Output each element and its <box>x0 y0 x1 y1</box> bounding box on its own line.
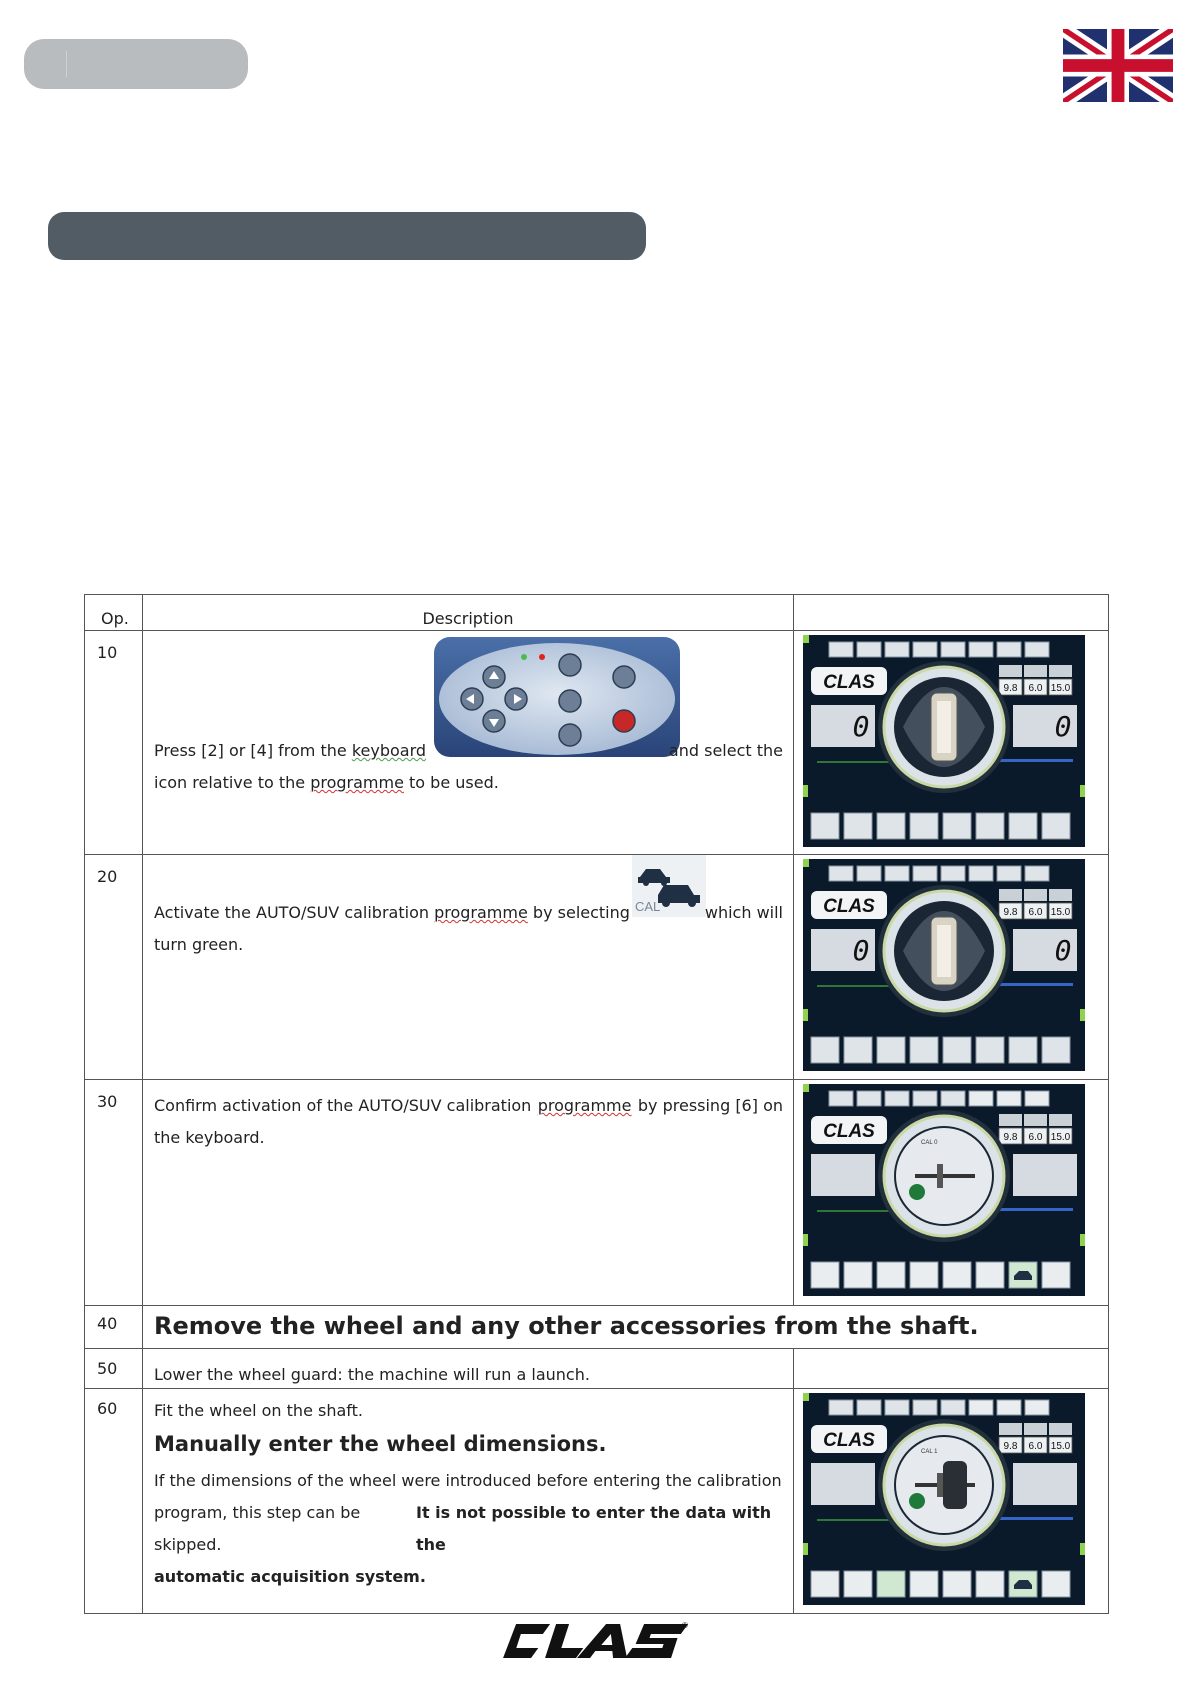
row-text-c: which will <box>704 903 783 922</box>
bottom-toolbar-icon <box>844 1262 872 1288</box>
bottom-toolbar-icon <box>1042 813 1070 839</box>
corner-marker <box>803 635 809 643</box>
top-toolbar-icon <box>913 1091 937 1106</box>
uk-flag-icon <box>1063 29 1173 102</box>
top-left-tab <box>24 39 248 89</box>
dimension-value: 9.8 <box>1003 1132 1018 1143</box>
bottom-toolbar-icon <box>943 1037 971 1063</box>
top-toolbar-icon <box>941 1091 965 1106</box>
flange-icon <box>937 1164 943 1188</box>
brand-text: CLAS <box>823 1121 875 1142</box>
balancer-screen-image <box>803 1393 1085 1605</box>
balancer-screen-image <box>803 859 1085 1071</box>
bottom-toolbar-icon <box>844 813 872 839</box>
clas-logo <box>496 1612 698 1668</box>
screen-cell <box>794 855 1109 1080</box>
dimension-value: 15.0 <box>1050 683 1071 694</box>
row-text-f: automatic acquisition system. <box>154 1567 426 1586</box>
dimension-value: 9.8 <box>1003 1441 1018 1452</box>
dimension-value: 6.0 <box>1028 683 1043 694</box>
corner-marker <box>803 1393 809 1401</box>
svg-text:®: ® <box>682 1621 688 1630</box>
right-arrow-icon <box>1080 785 1085 797</box>
dimension-header-icon <box>1049 665 1072 677</box>
screen-cell <box>794 1389 1109 1614</box>
top-toolbar-icon <box>969 866 993 881</box>
top-toolbar-icon <box>885 642 909 657</box>
op-column-header: Op. <box>85 595 143 631</box>
brand-text: CLAS <box>823 1430 875 1451</box>
table-row <box>85 1306 1109 1349</box>
row-text-d: to be used. <box>409 773 499 792</box>
dimension-header-icon <box>1024 889 1047 901</box>
row-text-a: Confirm activation of the AUTO/SUV calibration <box>154 1096 532 1115</box>
dimension-value: 15.0 <box>1050 907 1071 918</box>
row-text-b: by selecting <box>532 903 630 922</box>
bottom-toolbar-icon <box>877 1037 905 1063</box>
balancer-screen-image <box>803 635 1085 847</box>
right-readout-panel <box>1013 1463 1077 1505</box>
top-toolbar-icon <box>885 1091 909 1106</box>
dimension-value: 9.8 <box>1003 683 1018 694</box>
bottom-toolbar-icon <box>1042 1571 1070 1597</box>
programme-word: programme <box>310 773 404 792</box>
top-toolbar-icon <box>997 1400 1021 1415</box>
top-toolbar-icon <box>829 642 853 657</box>
bottom-toolbar-icon <box>877 1262 905 1288</box>
left-readout-panel <box>811 1154 875 1196</box>
brand-text: CLAS <box>823 672 875 693</box>
top-toolbar-icon <box>885 1400 909 1415</box>
bottom-toolbar-icon <box>811 1037 839 1063</box>
top-toolbar-icon <box>1025 642 1049 657</box>
cal-icon-label: CAL <box>635 899 661 914</box>
dimension-value: 6.0 <box>1028 907 1043 918</box>
bottom-toolbar-icon <box>976 1262 1004 1288</box>
bottom-toolbar-icon <box>811 1262 839 1288</box>
row-text-d: turn green. <box>154 935 244 954</box>
top-toolbar-icon <box>1025 1091 1049 1106</box>
top-toolbar-icon <box>941 866 965 881</box>
top-toolbar-icon <box>829 1400 853 1415</box>
op-number: 20 <box>85 855 143 1080</box>
top-toolbar-icon <box>941 1400 965 1415</box>
screen-cell <box>794 631 1109 855</box>
bottom-toolbar-icon <box>811 813 839 839</box>
bottom-toolbar-icon <box>1009 813 1037 839</box>
table-header-row <box>85 595 1109 631</box>
mounted-tyre-icon <box>943 1461 967 1509</box>
bottom-toolbar-icon <box>976 1571 1004 1597</box>
bottom-toolbar-icon <box>1009 1037 1037 1063</box>
tyre-tread <box>937 925 951 977</box>
top-toolbar-icon <box>997 866 1021 881</box>
top-toolbar-icon <box>829 1091 853 1106</box>
empty-cell <box>794 1349 1109 1389</box>
dimension-header-icon <box>1024 1114 1047 1126</box>
dimension-header-icon <box>999 889 1022 901</box>
table-row <box>85 1389 1109 1614</box>
top-toolbar-icon <box>913 1400 937 1415</box>
row-text: Lower the wheel guard: the machine will run a launch. <box>154 1365 590 1384</box>
dimension-header-icon <box>999 665 1022 677</box>
dimension-header-icon <box>1049 1423 1072 1435</box>
top-toolbar-icon <box>941 642 965 657</box>
bottom-toolbar-icon <box>877 813 905 839</box>
left-arrow-icon <box>803 1009 808 1021</box>
dimension-value: 6.0 <box>1028 1132 1043 1143</box>
top-toolbar-icon <box>857 642 881 657</box>
bottom-toolbar-icon <box>976 1037 1004 1063</box>
top-toolbar-icon <box>913 866 937 881</box>
row-text: Remove the wheel and any other accessories from the shaft. <box>154 1312 979 1340</box>
top-toolbar-icon <box>969 1400 993 1415</box>
procedure-table <box>84 594 1109 1614</box>
dimension-header-icon <box>1024 1423 1047 1435</box>
image-column-header <box>794 595 1109 631</box>
table-row <box>85 631 1109 855</box>
left-arrow-icon <box>803 785 808 797</box>
row-description <box>143 1349 794 1389</box>
row-description <box>143 1080 794 1306</box>
bottom-toolbar-icon <box>976 813 1004 839</box>
dimension-value: 6.0 <box>1028 1441 1043 1452</box>
dimension-value: 9.8 <box>1003 907 1018 918</box>
right-readout-value: 0 <box>1054 710 1072 743</box>
bottom-toolbar-icon <box>910 1262 938 1288</box>
green-indicator-icon <box>909 1493 925 1509</box>
top-toolbar-icon <box>857 866 881 881</box>
op-number: 30 <box>85 1080 143 1306</box>
flange-icon <box>937 1473 943 1497</box>
bottom-toolbar-icon <box>1042 1037 1070 1063</box>
op-number: 10 <box>85 631 143 855</box>
right-readout-panel <box>1013 1154 1077 1196</box>
table-row <box>85 855 1109 1080</box>
bottom-toolbar-icon <box>943 1262 971 1288</box>
top-toolbar-icon <box>857 1400 881 1415</box>
top-toolbar-icon <box>1025 866 1049 881</box>
bottom-toolbar-icon <box>844 1037 872 1063</box>
bottom-toolbar-icon <box>844 1571 872 1597</box>
row-description <box>143 1389 794 1614</box>
bottom-toolbar-icon <box>910 813 938 839</box>
table-row <box>85 1349 1109 1389</box>
brand-text: CLAS <box>823 896 875 917</box>
op-number: 50 <box>85 1349 143 1389</box>
left-readout-value: 0 <box>852 934 870 967</box>
dimension-header-icon <box>1024 665 1047 677</box>
bottom-toolbar-icon <box>877 1571 905 1597</box>
op-number: 60 <box>85 1389 143 1614</box>
bottom-toolbar-icon <box>1042 1262 1070 1288</box>
screen-cell <box>794 1080 1109 1306</box>
dimension-header-icon <box>999 1114 1022 1126</box>
row-text-b: and select the <box>668 741 783 760</box>
dimension-header-icon <box>999 1423 1022 1435</box>
row-text-c: the keyboard. <box>154 1128 265 1147</box>
row-text-c: icon relative to the <box>154 773 306 792</box>
right-arrow-icon <box>1080 1234 1085 1246</box>
row-text-a: Activate the AUTO/SUV calibration <box>154 903 429 922</box>
section-header-bar <box>48 212 646 260</box>
left-arrow-icon <box>803 1543 808 1555</box>
row-text-d: program, this step can be skipped. <box>154 1503 361 1554</box>
right-readout-value: 0 <box>1054 934 1072 967</box>
right-arrow-icon <box>1080 1543 1085 1555</box>
right-arrow-icon <box>1080 1009 1085 1021</box>
bottom-toolbar-icon <box>910 1037 938 1063</box>
top-toolbar-icon <box>997 1091 1021 1106</box>
bottom-toolbar-icon <box>811 1571 839 1597</box>
left-readout-panel <box>811 1463 875 1505</box>
row-text-a: Press [2] or [4] from the <box>154 741 347 760</box>
corner-marker <box>803 1084 809 1092</box>
top-toolbar-icon <box>857 1091 881 1106</box>
corner-marker <box>803 859 809 867</box>
top-toolbar-icon <box>969 1091 993 1106</box>
car-suv-cal-icon <box>632 855 706 917</box>
bottom-toolbar-icon <box>910 1571 938 1597</box>
row-description <box>143 1306 1109 1349</box>
bottom-toolbar-icon <box>943 813 971 839</box>
top-toolbar-icon <box>1025 1400 1049 1415</box>
top-toolbar-icon <box>885 866 909 881</box>
row-text-a: Fit the wheel on the shaft. <box>154 1401 363 1420</box>
programme-word: programme <box>537 1096 632 1115</box>
top-toolbar-icon <box>829 866 853 881</box>
dimension-value: 15.0 <box>1050 1132 1071 1143</box>
cal-label: CAL 1 <box>921 1449 938 1455</box>
row-text-e: It is not possible to enter the data with the <box>415 1503 772 1554</box>
programme-word: programme <box>434 903 528 922</box>
shaft-icon <box>915 1174 975 1178</box>
left-readout-value: 0 <box>852 710 870 743</box>
table-row <box>85 1080 1109 1306</box>
description-column-header: Description <box>143 595 794 631</box>
bottom-toolbar-icon <box>943 1571 971 1597</box>
left-arrow-icon <box>803 1234 808 1246</box>
row-description <box>143 855 794 1080</box>
op-number: 40 <box>85 1306 143 1349</box>
balancer-screen-image <box>803 1084 1085 1296</box>
row-description <box>143 631 794 855</box>
dimension-value: 15.0 <box>1050 1441 1071 1452</box>
top-toolbar-icon <box>969 642 993 657</box>
row-text-c: If the dimensions of the wheel were introduced before entering the calibration <box>154 1471 782 1490</box>
tyre-tread <box>937 701 951 753</box>
top-toolbar-icon <box>997 642 1021 657</box>
keyboard-word: keyboard <box>351 741 427 760</box>
row-text-b: Manually enter the wheel dimensions. <box>154 1432 607 1456</box>
dimension-header-icon <box>1049 889 1072 901</box>
row-text-b: by pressing [6] on <box>637 1096 783 1115</box>
green-indicator-icon <box>909 1184 925 1200</box>
top-toolbar-icon <box>913 642 937 657</box>
cal-label: CAL 0 <box>921 1140 938 1146</box>
dimension-header-icon <box>1049 1114 1072 1126</box>
